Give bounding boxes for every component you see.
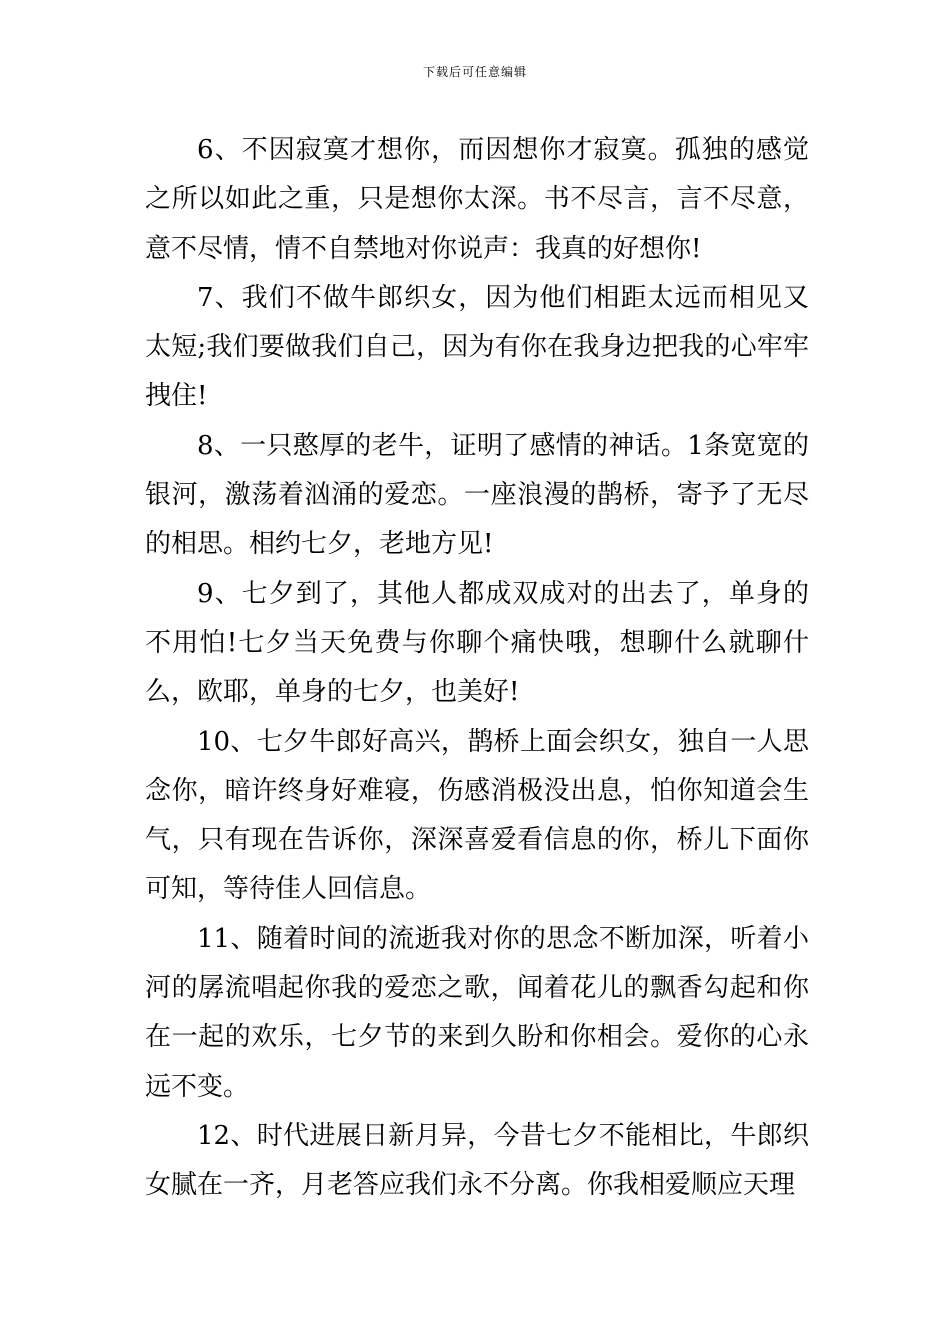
document-body (145, 126, 809, 1211)
paragraph-12: 12、时代进展日新月异，今昔七夕不能相比，牛郎织女腻在一齐，月老答应我们永不分离。你我相爱顺应天理 (145, 1120, 809, 1201)
page-header: 下载后可任意编辑 (422, 65, 527, 79)
paragraph-9: 9、七夕到了，其他人都成双成对的出去了，单身的不用怕!七夕当天免费与你聊个痛快哦，想聊什么就聊什么，欧耶，单身的七夕，也美好! (145, 578, 809, 708)
paragraph-7: 7、我们不做牛郎织女，因为他们相距太远而相见又太短;我们要做我们自己，因为有你在我身边把我的心牢牢拽住! (145, 282, 809, 412)
paragraph-6: 6、不因寂寞才想你，而因想你才寂寞。孤独的感觉之所以如此之重，只是想你太深。书不尽言，言不尽意，意不尽情，情不自禁地对你说声：我真的好想你! (145, 135, 809, 264)
paragraph-10: 10、七夕牛郎好高兴，鹊桥上面会织女，独自一人思念你，暗许终身好难寝，伤感消极没出息，怕你知道会生气，只有现在告诉你，深深喜爱看信息的你，桥儿下面你可知，等待佳人回信息。 (145, 726, 809, 905)
paragraph-11: 11、随着时间的流逝我对你的思念不断加深，听着小河的孱流唱起你我的爱恋之歌，闻着花儿的飘香勾起和你在一起的欢乐，七夕节的来到久盼和你相会。爱你的心永远不变。 (145, 923, 809, 1102)
paragraph-8: 8、一只憨厚的老牛，证明了感情的神话。1条宽宽的银河，激荡着汹涌的爱恋。一座浪漫的鹊桥，寄予了无尽的相思。相约七夕，老地方见! (145, 430, 809, 560)
